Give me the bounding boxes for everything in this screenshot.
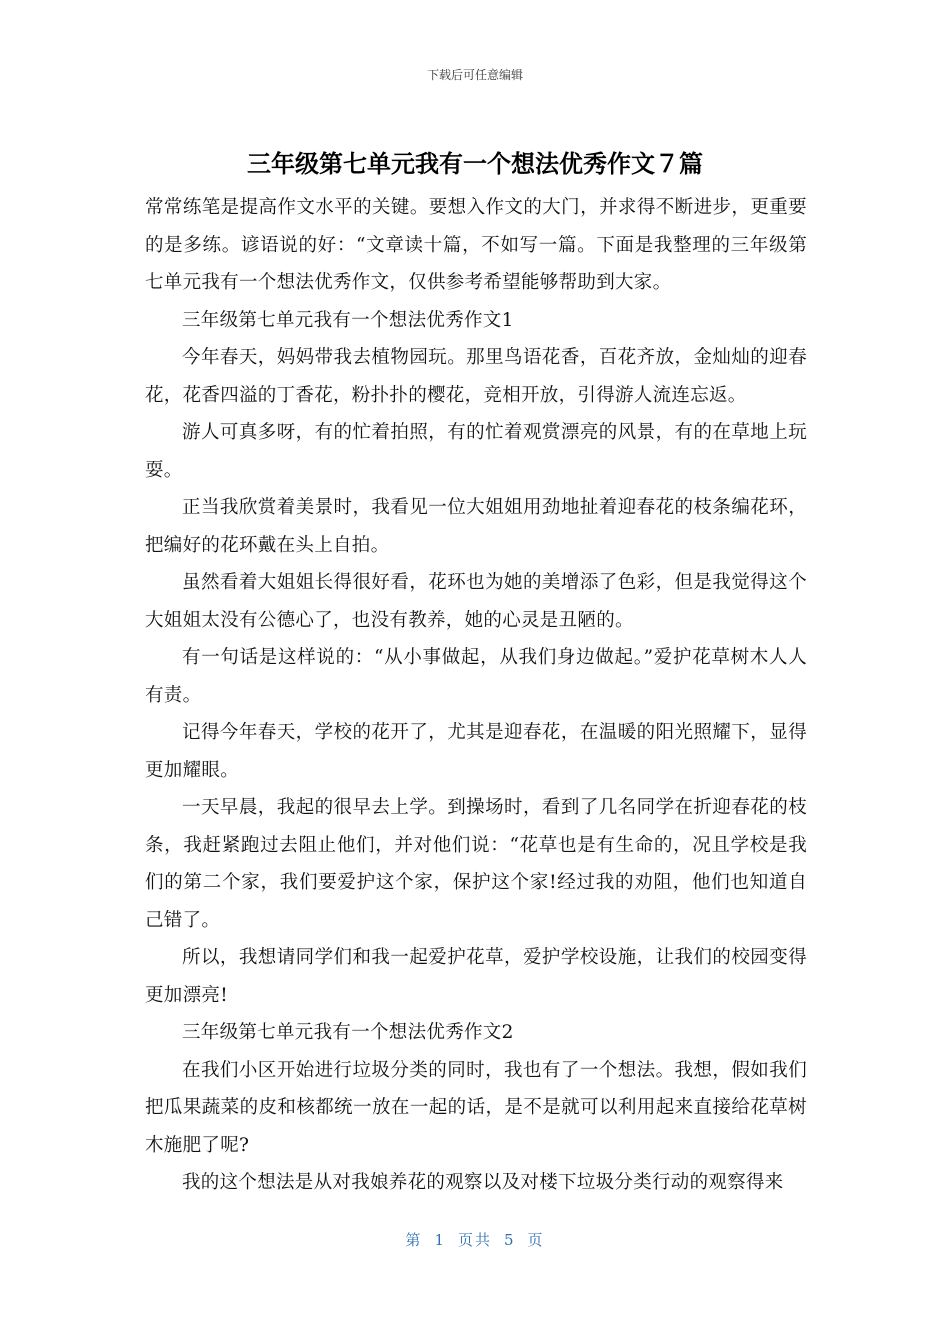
body-paragraph: 游人可真多呀，有的忙着拍照，有的忙着观赏漂亮的风景，有的在草地上玩耍。: [145, 422, 807, 481]
body-paragraph: 一天早晨，我起的很早去上学。到操场时，看到了几名同学在折迎春花的枝条，我赶紧跑过去阻止他们，并对他们说：“花草也是有生命的，况且学校是我们的第二个家，我们要爱护这个家，保护这个家!经过我的劝阻，他们也知道自己错了。: [145, 797, 807, 931]
intro-paragraph: 常常练笔是提高作文水平的关键。要想入作文的大门，并求得不断进步，更重要的是多练。谚语说的好：“文章读十篇，不如写一篇。下面是我整理的三年级第七单元我有一个想法优秀作文，仅供参考希望能够帮助到大家。: [145, 197, 807, 293]
page-number-footer: [0, 1229, 950, 1250]
footer-current-page: 1: [434, 1231, 446, 1249]
body-paragraph: 正当我欣赏着美景时，我看见一位大姐姐用劲地扯着迎春花的枝条编花环，把编好的花环戴在头上自拍。: [145, 497, 807, 556]
body-paragraph: 记得今年春天，学校的花开了，尤其是迎春花，在温暖的阳光照耀下，显得更加耀眼。: [145, 722, 807, 781]
body-paragraph: 有一句话是这样说的：“从小事做起，从我们身边做起。”爱护花草树木人人有责。: [145, 647, 807, 706]
document-title: 三年级第七单元我有一个想法优秀作文７篇: [247, 150, 703, 178]
body-paragraph: 我的这个想法是从对我娘养花的观察以及对楼下垃圾分类行动的观察得来: [182, 1172, 784, 1193]
body-paragraph: 在我们小区开始进行垃圾分类的同时，我也有了一个想法。我想，假如我们把瓜果蔬菜的皮和核都统一放在一起的话，是不是就可以利用起来直接给花草树木施肥了呢?: [145, 1059, 807, 1156]
essay-2-heading: 三年级第七单元我有一个想法优秀作文2: [182, 1022, 514, 1043]
footer-prefix: 第: [405, 1231, 423, 1249]
footer-middle: 页共: [457, 1231, 492, 1249]
document-body: [145, 189, 807, 1202]
header-note: 下载后可任意编辑: [426, 68, 523, 82]
essay-1-heading: 三年级第七单元我有一个想法优秀作文1: [182, 309, 514, 331]
footer-suffix: 页: [527, 1231, 545, 1249]
body-paragraph: 虽然看着大姐姐长得很好看，花环也为她的美增添了色彩，但是我觉得这个大姐姐太没有公德心了，也没有教养，她的心灵是丑陋的。: [145, 572, 807, 631]
footer-total-pages: 5: [504, 1231, 516, 1249]
body-paragraph: 所以，我想请同学们和我一起爱护花草，爱护学校设施，让我们的校园变得更加漂亮!: [145, 947, 807, 1006]
body-paragraph: 今年春天，妈妈带我去植物园玩。那里鸟语花香，百花齐放，金灿灿的迎春花，花香四溢的丁香花，粉扑扑的樱花，竞相开放，引得游人流连忘返。: [145, 347, 807, 406]
